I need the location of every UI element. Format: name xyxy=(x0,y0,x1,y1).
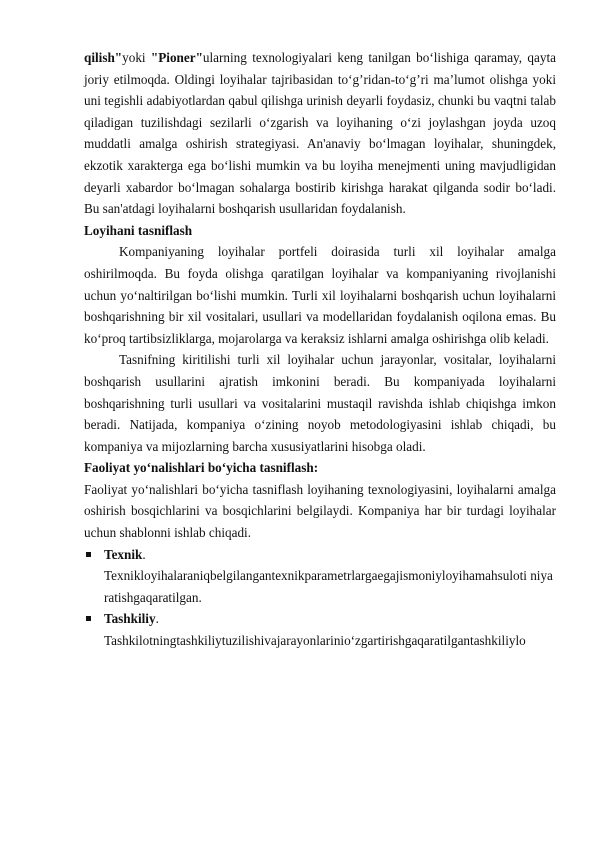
paragraph-intro xyxy=(84,47,556,220)
paragraph-intro-text: ularning texnologiyalari keng tanilgan bo‘lishiga qaramay, qayta joriy etilmoqda. Oldingi loyihalar tajribasidan to‘g’ridan-to‘g’ri ma’lumot olishga yoki uni tegishli adabiyotlardan qabul qilishga urinish deyarli foydasiz, chunki bu vaqtni talab qiladigan tuzilishdagi sezilarli o‘zgarish va loyihaning o‘zi joylashgan joyda uzoq muddatli amalga oshirish strategiyasi. An'anaviy bo‘lmagan loyihalar, shuningdek, ekzotik xarakterga ega bo‘lishi mumkin va bu loyiha menejmenti uning mavjudligidan deyarli xabardor bo‘lmagan sohalarga bostirib kirishga harakat qilganda sodir bo‘ladi. Bu san'atdagi loyihalarni boshqarish usullaridan foydalanish. xyxy=(84,50,556,217)
section-heading-activity: Faoliyat yo‘nalishlari bo‘yicha tasniflash: xyxy=(84,460,319,476)
square-bullet-icon xyxy=(86,552,91,557)
section-heading-classification: Loyihani tasniflash xyxy=(84,222,193,238)
bullet-list xyxy=(84,544,556,652)
square-bullet-icon xyxy=(86,616,91,621)
list-item-title: Tashkiliy. xyxy=(104,611,159,627)
list-item-title: Texnik. xyxy=(104,546,146,562)
paragraph-classification-intro: Tasnifning kiritilishi turli xil loyihalar uchun jarayonlar, vositalar, loyihalarni boshqarish usullarini ajratish imkonini beradi. Bu kompaniyada loyihalarni boshqarishning turli usullari va vositalarini mustaqil ravishda ishlab chiqishga imkon beradi. Natijada, kompaniya o‘zining noyob metodologiyasini ishlab chiqadi, bu kompaniya va mijozlarning barcha xususiyatlarini hisobga oladi. xyxy=(84,352,556,454)
connector-text: yoki xyxy=(122,50,151,65)
list-item-text: Texnikloyihalaraniqbelgilangantexnikparametrlargaegajismoniyloyihamahsuloti niyaratishgaqaratilgan. xyxy=(104,568,553,605)
document-body xyxy=(84,47,556,652)
quoted-term-1: qilish" xyxy=(84,50,123,65)
list-item xyxy=(84,544,556,609)
paragraph-portfolio: Kompaniyaning loyihalar portfeli doirasida turli xil loyihalar amalga oshirilmoqda. Bu foyda olishga qaratilgan loyihalar va kompaniyaning rivojlanishi uchun yo‘naltirilgan bo‘lishi mumkin. Turli xil loyihalarni boshqarish uchun loyihalarni boshqarishning bir xil vositalari, usullari va modellaridan foydalanish oqilona emas. Bu ko‘proq tartibsizliklarga, mojarolarga va keraksiz ishlarni amalga oshirishga olib keladi. xyxy=(84,244,556,346)
list-item xyxy=(84,608,556,651)
quoted-term-pioner: "Pioner" xyxy=(150,50,203,65)
list-item-text: Tashkilotningtashkiliytuzilishivajarayonlarinio‘zgartirishgaqaratilgantashkiliylo xyxy=(104,633,526,649)
paragraph-activity: Faoliyat yo‘nalishlari bo‘yicha tasniflash loyihaning texnologiyasini, loyihalarni amalga oshirish bosqichlarini va bosqichlarini belgilaydi. Kompaniya har bir turdagi loyihalar uchun shablonni ishlab chiqadi. xyxy=(84,481,556,541)
